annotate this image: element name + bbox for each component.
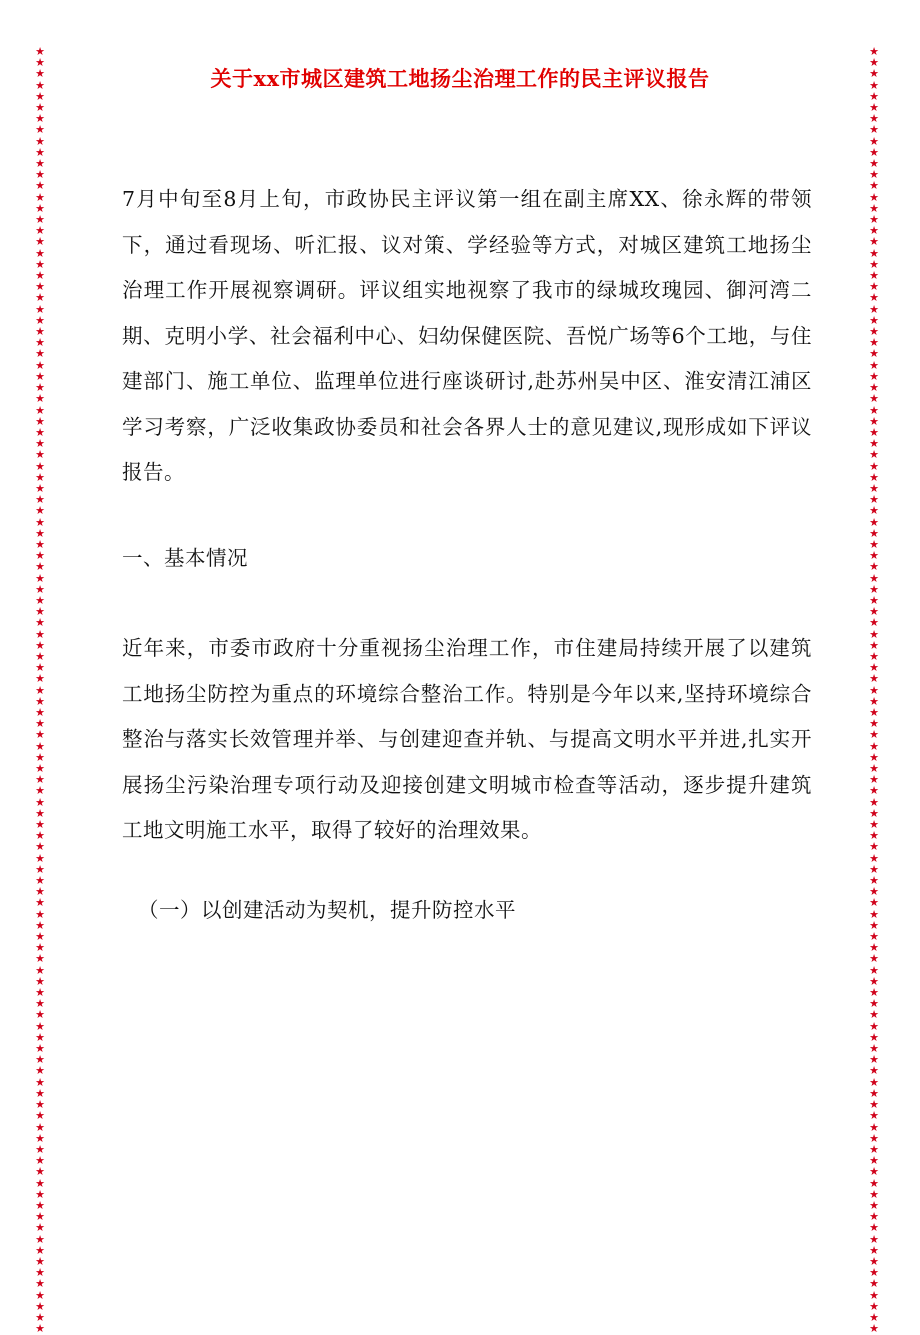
right-star-border: ★★★★★★★★★★★★★★★★★★★★★★★★★★★★★★★★★★★★★★★★★★★★★★★★★★★★★★★★★★★★★★★★★★★★★★★★★★★★★★★★★★★★★★★★★★★★★★★★★★★★★★★★★★★★★★★★★★★ xyxy=(869,45,879,1335)
paragraph-intro: 7月中旬至8月上旬，市政协民主评议第一组在副主席XX、徐永辉的带领下，通过看现场、听汇报、议对策、学经验等方式，对城区建筑工地扬尘治理工作开展视察调研。评议组实地视察了我市的绿城玫瑰园、御河湾二期、克明小学、社会福利中心、妇幼保健医院、吾悦广场等6个工地，与住建部门、施工单位、监理单位进行座谈研讨,赴苏州吴中区、淮安清江浦区学习考察，广泛收集政协委员和社会各界人士的意见建议,现形成如下评议报告。 xyxy=(122,187,812,484)
paragraph-basic-situation: 近年来，市委市政府十分重视扬尘治理工作，市住建局持续开展了以建筑工地扬尘防控为重点的环境综合整治工作。特别是今年以来,坚持环境综合整治与落实长效管理并举、与创建迎查并轨、与提高文明水平并进,扎实开展扬尘污染治理专项行动及迎接创建文明城市检查等活动，逐步提升建筑工地文明施工水平，取得了较好的治理效果。 xyxy=(122,636,812,842)
subsection-heading-1: （一）以创建活动为契机，提升防控水平 xyxy=(138,898,516,922)
left-star-border: ★★★★★★★★★★★★★★★★★★★★★★★★★★★★★★★★★★★★★★★★★★★★★★★★★★★★★★★★★★★★★★★★★★★★★★★★★★★★★★★★★★★★★★★★★★★★★★★★★★★★★★★★★★★★★★★★★★★ xyxy=(35,45,45,1335)
document-title: 关于xx市城区建筑工地扬尘治理工作的民主评议报告 xyxy=(210,66,710,91)
section-heading-basic-situation: 一、基本情况 xyxy=(122,546,248,570)
